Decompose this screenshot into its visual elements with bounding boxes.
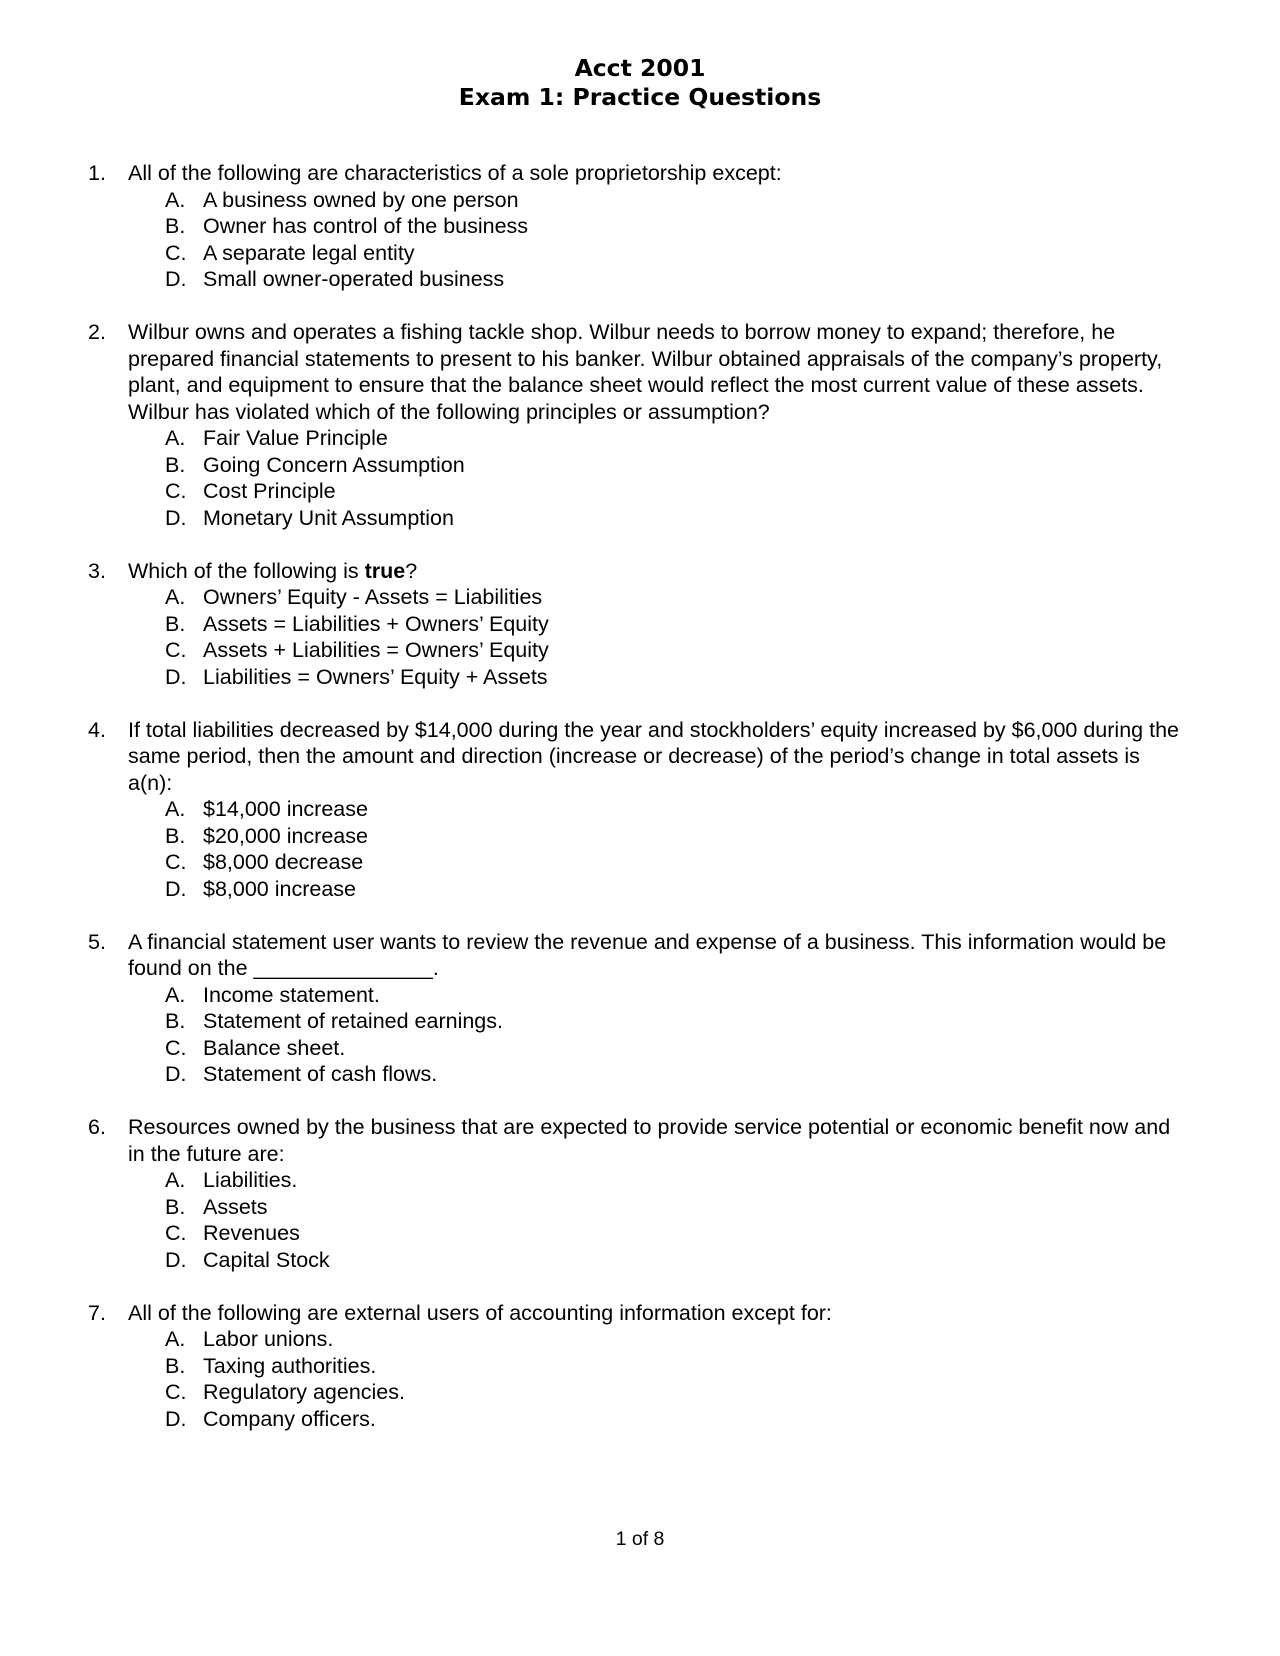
question-list	[88, 160, 1188, 1459]
option-a	[128, 796, 1188, 823]
answer-options	[128, 1167, 1188, 1273]
course-title: Acct 2001	[574, 54, 706, 82]
option-c	[128, 478, 1188, 505]
option-letter: D.	[165, 876, 187, 901]
option-c	[128, 637, 1188, 664]
option-letter: B.	[165, 1353, 186, 1378]
option-letter: A.	[165, 1168, 186, 1192]
option-letter: B.	[165, 823, 186, 848]
option-c	[128, 240, 1188, 267]
option-text: Small owner-operated business	[203, 267, 505, 291]
question-text: Wilbur owns and operates a fishing tackle shop. Wilbur needs to borrow money to expand; therefore, he prepared financial statements to present to his banker. Wilbur obtained appraisals of the company’s property, plant, and equipment to ensure that the balance sheet would reflect the most current value of these assets. Wilbur has violated which of the following principles or assumption?	[128, 320, 1163, 424]
option-b	[128, 1194, 1188, 1221]
option-letter: A.	[165, 1327, 186, 1351]
page-number: 1 of 8	[615, 1528, 665, 1550]
option-letter: D.	[165, 267, 187, 291]
option-text: Statement of retained earnings.	[203, 1009, 503, 1033]
option-letter: D.	[165, 505, 187, 530]
option-b	[128, 823, 1188, 850]
option-text: A separate legal entity	[203, 240, 415, 265]
option-text: Balance sheet.	[203, 1035, 346, 1060]
answer-options	[128, 584, 1188, 690]
option-d	[128, 664, 1188, 691]
option-letter: B.	[165, 1194, 186, 1219]
option-text: Capital Stock	[203, 1247, 330, 1272]
option-letter: D.	[165, 1406, 187, 1431]
option-text: Assets	[203, 1194, 268, 1219]
question-1	[88, 160, 1188, 293]
option-b	[128, 213, 1188, 240]
answer-options	[128, 796, 1188, 902]
answer-options	[128, 1326, 1188, 1432]
option-letter: D.	[165, 1062, 187, 1086]
option-c	[128, 1035, 1188, 1062]
option-letter: C.	[165, 638, 187, 662]
option-d	[128, 876, 1188, 903]
option-d	[128, 1406, 1188, 1433]
option-letter: B.	[165, 214, 186, 238]
option-letter: C.	[165, 1380, 187, 1404]
option-text: $8,000 increase	[203, 876, 356, 901]
option-letter: D.	[165, 1247, 187, 1272]
option-letter: A.	[165, 187, 186, 212]
option-letter: C.	[165, 479, 187, 503]
option-a	[128, 982, 1188, 1009]
emphasis-true: true	[364, 558, 406, 583]
answer-options	[128, 982, 1188, 1088]
option-b	[128, 611, 1188, 638]
question-text: A financial statement user wants to review the revenue and expense of a business. This information would be found on the _______________.	[128, 929, 1167, 980]
option-text: $20,000 increase	[203, 823, 368, 848]
option-letter: A.	[165, 426, 186, 450]
option-b	[128, 1353, 1188, 1380]
option-text: Income statement.	[203, 982, 380, 1007]
option-d	[128, 266, 1188, 293]
option-d	[128, 1061, 1188, 1088]
option-c	[128, 1220, 1188, 1247]
question-number: 5.	[88, 929, 106, 954]
option-text: Assets = Liabilities + Owners’ Equity	[203, 611, 549, 636]
option-c	[128, 849, 1188, 876]
question-2	[88, 319, 1188, 531]
option-text: $8,000 decrease	[203, 850, 364, 874]
option-letter: A.	[165, 982, 186, 1007]
option-text: $14,000 increase	[203, 797, 368, 821]
option-letter: A.	[165, 585, 186, 609]
question-text: If total liabilities decreased by $14,000 during the year and stockholders’ equity increased by $6,000 during the same period, then the amount and direction (increase or decrease) of the period’s change in total assets is a(n):	[128, 717, 1179, 795]
question-text: All of the following are characteristics of a sole proprietorship except:	[128, 161, 782, 185]
option-text: Owners’ Equity - Assets = Liabilities	[203, 585, 543, 609]
question-text-part: Which of the following is	[128, 558, 365, 583]
option-text: Cost Principle	[203, 479, 336, 503]
exam-title: Exam 1: Practice Questions	[458, 83, 822, 111]
option-letter: C.	[165, 850, 187, 874]
question-number: 4.	[88, 717, 106, 742]
option-text: Liabilities.	[203, 1168, 298, 1192]
question-7	[88, 1300, 1188, 1433]
question-text: All of the following are external users of accounting information except for:	[128, 1300, 832, 1325]
option-letter: D.	[165, 664, 187, 689]
question-3	[88, 558, 1188, 691]
option-b	[128, 1008, 1188, 1035]
option-letter: C.	[165, 1035, 187, 1060]
option-a	[128, 425, 1188, 452]
option-text: Regulatory agencies.	[203, 1380, 405, 1404]
question-text	[128, 558, 1188, 585]
answer-options	[128, 425, 1188, 531]
option-letter: B.	[165, 452, 186, 477]
question-number: 2.	[88, 320, 106, 344]
option-c	[128, 1379, 1188, 1406]
option-text: Assets + Liabilities = Owners’ Equity	[203, 638, 549, 662]
option-letter: C.	[165, 240, 187, 265]
question-number: 3.	[88, 558, 106, 583]
option-letter: B.	[165, 611, 186, 636]
option-text: Liabilities = Owners’ Equity + Assets	[203, 664, 548, 689]
question-text: Resources owned by the business that are expected to provide service potential or economic benefit now and in the future are:	[128, 1115, 1171, 1166]
option-text: Statement of cash flows.	[203, 1062, 438, 1086]
answer-options	[128, 187, 1188, 293]
option-text: Revenues	[203, 1221, 300, 1245]
option-d	[128, 1247, 1188, 1274]
option-d	[128, 505, 1188, 532]
question-text-part: ?	[405, 558, 418, 583]
option-a	[128, 1167, 1188, 1194]
document-header	[0, 54, 1280, 112]
option-text: Labor unions.	[203, 1327, 334, 1351]
option-a	[128, 1326, 1188, 1353]
question-number: 7.	[88, 1300, 106, 1325]
option-text: Monetary Unit Assumption	[203, 505, 454, 530]
option-text: Fair Value Principle	[203, 426, 388, 450]
option-text: Company officers.	[203, 1406, 376, 1431]
question-4	[88, 717, 1188, 903]
option-letter: C.	[165, 1221, 187, 1245]
option-text: A business owned by one person	[203, 187, 519, 212]
option-letter: B.	[165, 1009, 186, 1033]
option-text: Taxing authorities.	[203, 1353, 377, 1378]
question-6	[88, 1114, 1188, 1273]
question-number: 6.	[88, 1115, 106, 1139]
question-5	[88, 929, 1188, 1088]
option-letter: A.	[165, 797, 186, 821]
option-a	[128, 584, 1188, 611]
option-b	[128, 452, 1188, 479]
option-a	[128, 187, 1188, 214]
question-number: 1.	[88, 161, 106, 185]
option-text: Owner has control of the business	[203, 214, 529, 238]
option-text: Going Concern Assumption	[203, 452, 465, 477]
